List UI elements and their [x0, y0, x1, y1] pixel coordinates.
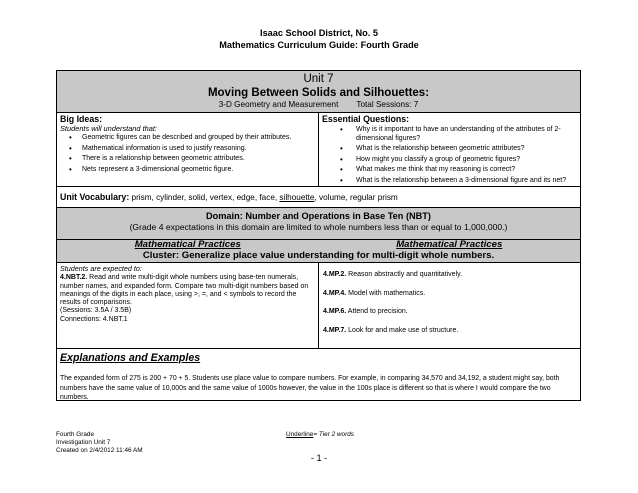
mp-code: 4.MP.4.: [323, 289, 347, 297]
standards-row: [57, 263, 580, 349]
math-practice-item: [323, 271, 577, 280]
vocabulary-label: Unit Vocabulary:: [60, 192, 130, 202]
domain-title: Domain: Number and Operations in Base Ten (NBT): [206, 211, 431, 221]
essential-questions-list: [322, 124, 577, 186]
math-practices-list: [319, 263, 580, 348]
domain-subtitle: (Grade 4 expectations in this domain are limited to whole numbers less than or equal to 1,000,000.): [129, 222, 508, 232]
standard-code: 4.NBT.2.: [60, 274, 88, 282]
mp-text: Reason abstractly and quantitatively.: [346, 271, 463, 278]
big-ideas-heading: Big Ideas:: [60, 114, 103, 124]
big-ideas: [57, 113, 319, 186]
list-item: • Why is it important to have an understanding of the attributes of 2-dimensional figures?: [356, 124, 577, 144]
unit-topic: 3-D Geometry and Measurement: [218, 100, 339, 109]
list-item: • How might you classify a group of geometric figures?: [356, 155, 577, 166]
list-item: • What is the relationship between a 3-dimensional figure and its net?: [356, 176, 577, 187]
explanations-heading: Explanations and Examples: [60, 352, 201, 364]
unit-number: Unit 7: [303, 73, 334, 85]
list-item: • What is the relationship between geometric attributes?: [356, 144, 577, 155]
mp-code: 4.MP.6.: [323, 308, 347, 316]
math-practice-item: [323, 308, 577, 317]
list-item: • Mathematical information is used to justify reasoning.: [82, 144, 315, 155]
ideas-row: [57, 113, 580, 187]
mp-text: Model with mathematics.: [346, 289, 426, 297]
unit-title: Moving Between Solids and Silhouettes:: [207, 87, 430, 99]
list-item: • There is a relationship between geometric attributes.: [82, 154, 315, 165]
vocabulary-tier2-word: silhouette: [279, 193, 315, 202]
mp-text: Attend to precision.: [346, 308, 408, 316]
essential-questions: [319, 113, 580, 186]
practices-labels: [57, 240, 580, 250]
unit-sessions: Total Sessions: 7: [356, 100, 419, 109]
mp-text: Look for and make use of structure.: [346, 326, 459, 334]
essential-questions-heading: Essential Questions:: [322, 114, 410, 124]
vocabulary-words-b: , volume, regular prism: [314, 193, 398, 202]
standards-intro: Students are expected to:: [60, 264, 142, 273]
practices-label-right: Mathematical Practices: [396, 239, 503, 250]
legend-text: = Tier 2 words: [313, 431, 354, 438]
practices-cluster-header: [57, 240, 580, 263]
vocabulary-words-a: prism, cylinder, solid, vertex, edge, face,: [129, 193, 280, 202]
mp-code: 4.MP.7.: [323, 326, 347, 334]
big-ideas-intro: Students will understand that:: [60, 124, 157, 133]
explanations-section: [57, 349, 580, 400]
unit-vocabulary: [57, 187, 580, 208]
cluster-title: Cluster: Generalize place value understanding for multi-digit whole numbers.: [142, 250, 495, 261]
unit-header: [57, 71, 580, 113]
legend-underline-word: Underline: [286, 431, 314, 438]
content-standards: [57, 263, 319, 348]
domain-header: [57, 208, 580, 240]
standard-4nbt2: [60, 274, 315, 307]
math-practice-item: [323, 327, 577, 336]
guide-title: Mathematics Curriculum Guide: Fourth Grade: [219, 39, 419, 50]
standard-sessions: (Sessions: 3.5A / 3.5B): [60, 307, 132, 315]
standard-text: Read and write multi-digit whole numbers using base-ten numerals, number names, and expanded form. Compare two multi-digit numbers based on meanings of the digits in each place, using >, =, and < symbols to record the results of comparisons.: [60, 274, 309, 307]
list-item: • Nets represent a 3-dimensional geometric figure.: [82, 165, 315, 176]
explanations-text: The expanded form of 275 is 200 + 70 + 5. Students use place value to compare numbers. For example, in comparing 34,570 and 34,192, a student might say, both numbers have the same value of 10,000s and the same value of 1000s however, the value in the 100s place is different so that is where I would compare the two numbers.: [60, 375, 560, 402]
standard-connections: Connections: 4.NBT.1: [60, 315, 128, 323]
footer-investigation: Investigation Unit 7: [56, 438, 111, 446]
footer-created: Created on 2/4/2012 11:46 AM: [56, 446, 143, 454]
footer-grade: Fourth Grade: [56, 431, 95, 438]
curriculum-table: [56, 70, 581, 401]
math-practice-item: [323, 290, 577, 299]
document-header: [0, 28, 638, 51]
unit-meta: [57, 100, 580, 110]
list-item: • Geometric figures can be described and grouped by their attributes.: [82, 133, 315, 144]
mp-code: 4.MP.2.: [323, 271, 347, 278]
page-number: - 1 -: [310, 453, 328, 463]
big-ideas-list: [60, 133, 315, 175]
list-item: • What makes me think that my reasoning is correct?: [356, 165, 577, 176]
district-name: Isaac School District, No. 5: [260, 28, 378, 38]
footer-info: [56, 431, 143, 454]
footer-legend: [286, 431, 354, 439]
practices-label-left: Mathematical Practices: [134, 239, 241, 250]
